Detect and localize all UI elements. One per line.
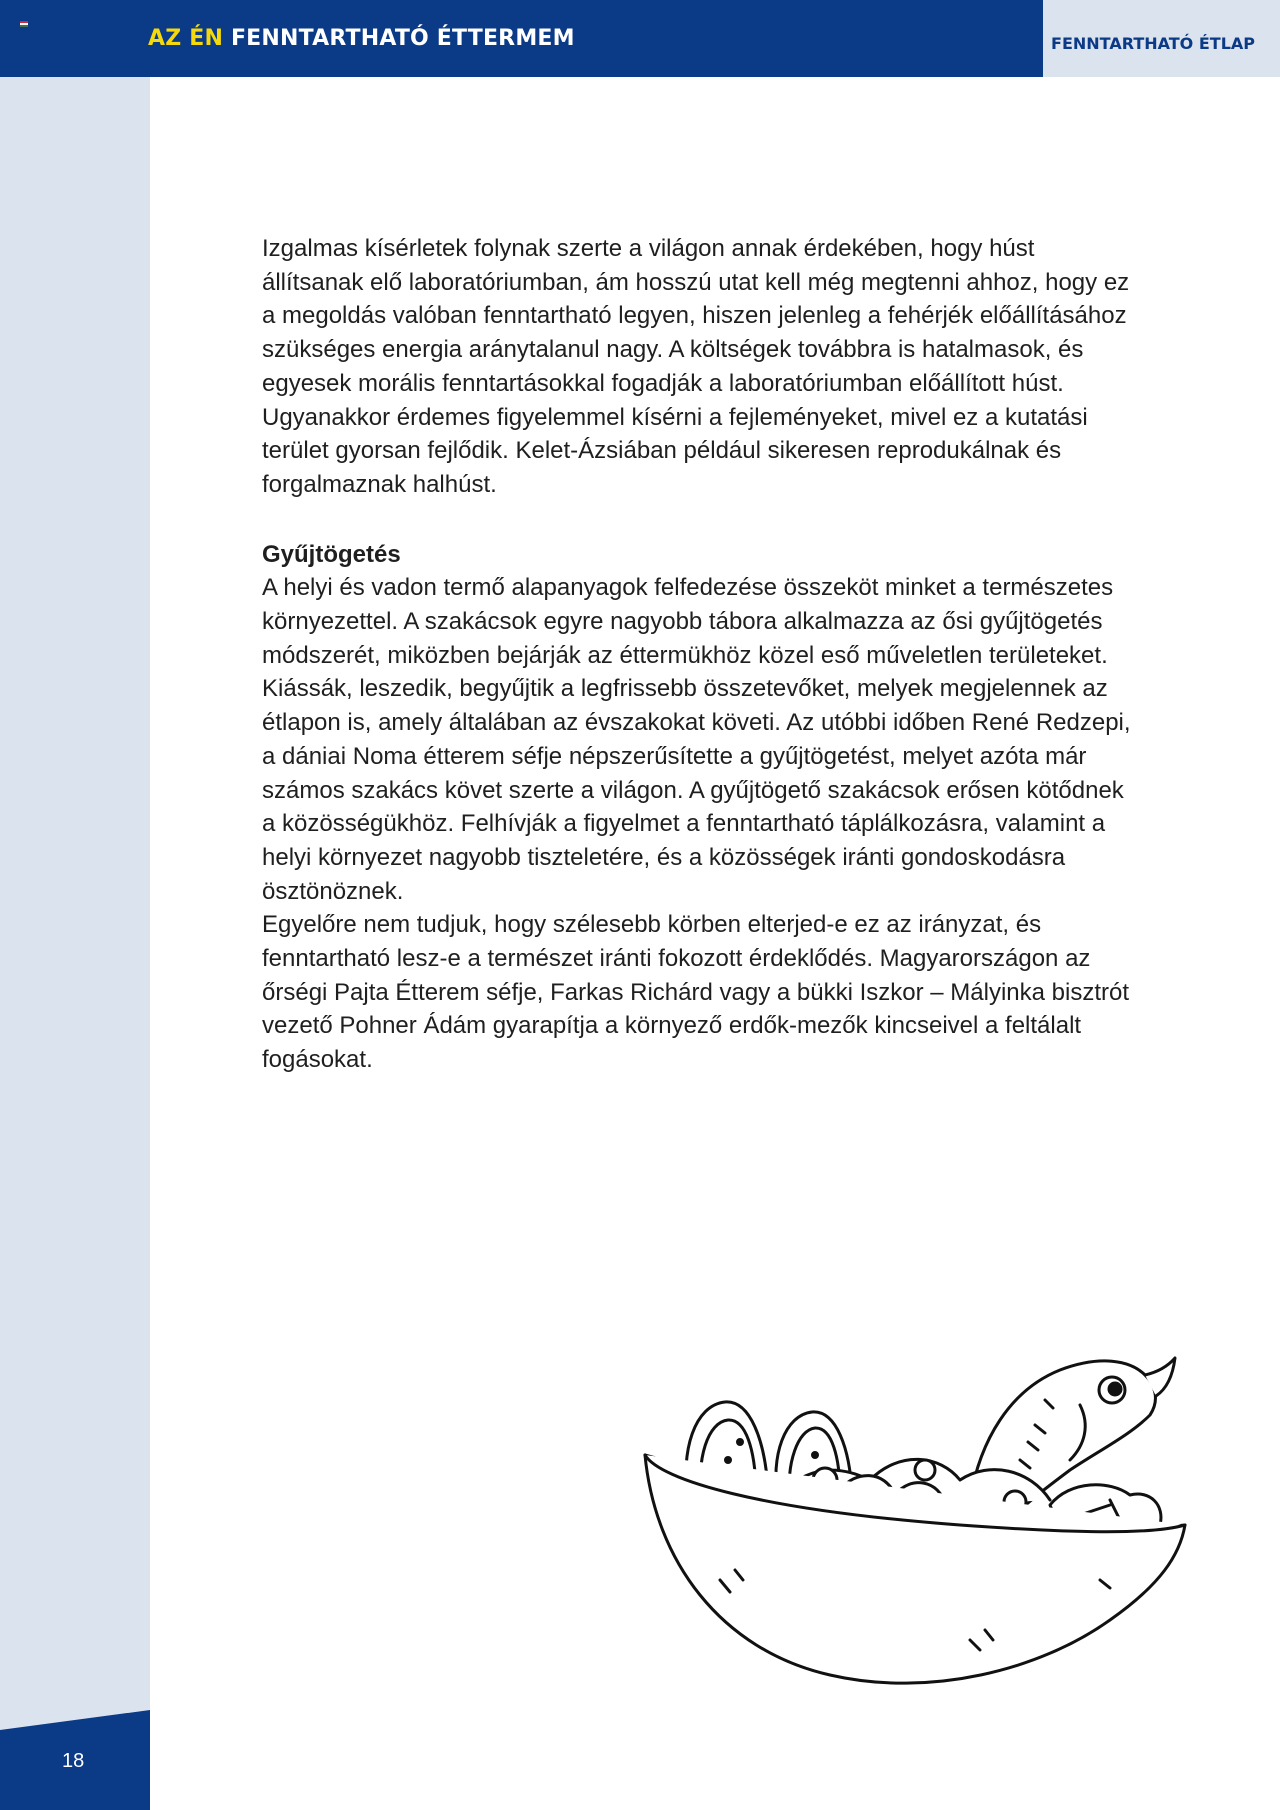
article-body: [262, 232, 1142, 1077]
header-bar: [0, 0, 1043, 77]
section-paragraph-2: Egyelőre nem tudjuk, hogy szélesebb körben elterjed-e ez az irányzat, és fenntartható lesz-e a természet iránti fokozott érdeklődés. Magyarországon az őrségi Pajta Étterem séfje, Farkas Richárd vagy a bükki Iszkor – Mályinka bisztrót vezető Pohner Ádám gyarapítja a környező erdők-mezők kincseivel a feltálalt fogásokat.: [262, 911, 1129, 1074]
title-accent: AZ ÉN: [148, 26, 224, 51]
sidebar-strip: [0, 77, 150, 1810]
section-label: FENNTARTHATÓ ÉTLAP: [1051, 34, 1255, 53]
page-number: 18: [62, 1750, 85, 1772]
salad-bowl-illustration: [640, 1330, 1200, 1710]
flag-stripe-green: [20, 25, 28, 27]
flag-icon: [20, 21, 28, 27]
publication-title: [148, 26, 575, 51]
section-heading: Gyűjtögetés: [262, 540, 401, 568]
intro-paragraph: Izgalmas kísérletek folynak szerte a világon annak érdekében, hogy húst állítsanak elő laboratóriumban, ám hosszú utat kell még megtenni ahhoz, hogy ez a megoldás valóban fenntartható legyen, hiszen jelenleg a fehérjék előállításához szükséges energia aránytalanul nagy. A költségek továbbra is hatalmasok, és egyesek morális fenntartásokkal fogadják a laboratóriumban előállított húst. Ugyanakkor érdemes figyelemmel kísérni a fejleményeket, mivel ez a kutatási terület gyorsan fejlődik. Kelet-Ázsiában például sikeresen reprodukálnak és forgalmaznak halhúst.: [262, 235, 1130, 498]
title-rest: FENNTARTHATÓ ÉTTERMEM: [230, 26, 575, 51]
section-paragraph-1: A helyi és vadon termő alapanyagok felfedezése összeköt minket a természetes környezettel. A szakácsok egyre nagyobb tábora alkalmazza az ősi gyűjtögetés módszerét, miközben bejárják az éttermükhöz közel eső műveletlen területeket. Kiássák, leszedik, begyűjtik a legfrissebb összetevőket, melyek megjelennek az étlapon is, amely általában az évszakokat követi. Az utóbbi időben René Redzepi, a dániai Noma étterem séfje népszerűsítette a gyűjtögetést, melyet azóta már számos szakács követ szerte a világon. A gyűjtögető szakácsok erősen kötődnek a közösségükhöz. Felhívják a figyelmet a fenntartható táplálkozásra, valamint a helyi környezet nagyobb tiszteletére, és a közösségek iránti gondoskodásra ösztönöznek.: [262, 574, 1131, 905]
